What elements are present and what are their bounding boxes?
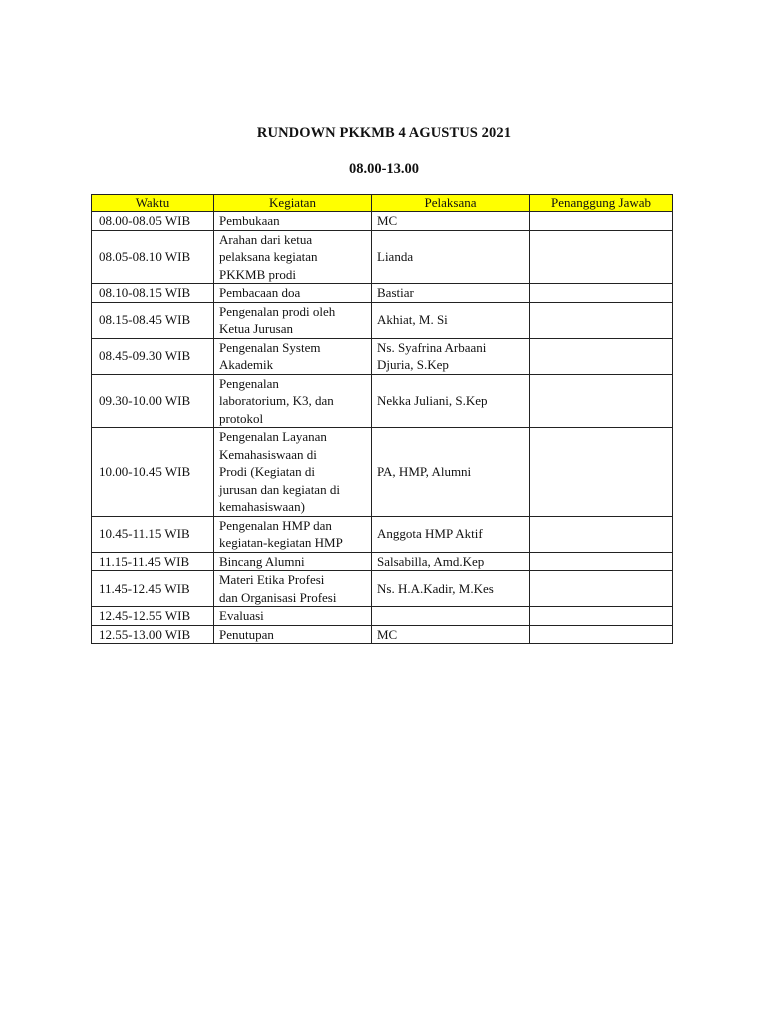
pelaksana-line: Nekka Juliani, S.Kep (377, 393, 488, 408)
cell-penanggung-jawab (530, 338, 673, 374)
kegiatan-line: Pembukaan (219, 213, 280, 228)
header-pelaksana: Pelaksana (372, 195, 530, 212)
cell-waktu: 10.45-11.15 WIB (92, 516, 214, 552)
cell-penanggung-jawab (530, 625, 673, 644)
pelaksana-line: Lianda (377, 249, 414, 264)
cell-waktu: 12.45-12.55 WIB (92, 607, 214, 626)
kegiatan-line: PKKMB prodi (219, 266, 296, 282)
cell-waktu: 08.05-08.10 WIB (92, 230, 214, 284)
kegiatan-line: kemahasiswaan) (219, 499, 305, 514)
cell-kegiatan (214, 230, 372, 284)
cell-pelaksana (372, 284, 530, 303)
pelaksana-line: Anggota HMP Aktif (377, 526, 483, 542)
kegiatan-line: kegiatan-kegiatan HMP (219, 535, 343, 550)
table-row (92, 338, 673, 374)
cell-waktu: 12.55-13.00 WIB (92, 625, 214, 644)
cell-penanggung-jawab (530, 284, 673, 303)
cell-penanggung-jawab (530, 552, 673, 571)
cell-waktu: 08.15-08.45 WIB (92, 302, 214, 338)
table-row (92, 428, 673, 517)
kegiatan-line: Evaluasi (219, 608, 264, 623)
cell-kegiatan (214, 571, 372, 607)
cell-penanggung-jawab (530, 230, 673, 284)
cell-pelaksana (372, 516, 530, 552)
kegiatan-line: Akademik (219, 357, 274, 372)
cell-waktu: 10.00-10.45 WIB (92, 428, 214, 517)
cell-penanggung-jawab (530, 374, 673, 428)
kegiatan-line: Pengenalan (219, 375, 279, 391)
kegiatan-line: Arahan dari ketua (219, 231, 313, 247)
cell-pelaksana (372, 552, 530, 571)
cell-pelaksana (372, 607, 530, 626)
cell-kegiatan (214, 302, 372, 338)
kegiatan-line: Penutupan (219, 626, 274, 642)
cell-pelaksana (372, 571, 530, 607)
pelaksana-line: Ns. H.A.Kadir, M.Kes (377, 580, 494, 596)
kegiatan-line: Ketua Jurusan (219, 321, 294, 336)
pelaksana-line: Salsabilla, Amd.Kep (377, 553, 485, 569)
cell-kegiatan (214, 338, 372, 374)
kegiatan-line: Materi Etika Profesi (219, 572, 325, 587)
cell-pelaksana (372, 338, 530, 374)
table-row (92, 607, 673, 626)
table-row (92, 212, 673, 231)
cell-pelaksana (372, 212, 530, 231)
pelaksana-line: Ns. Syafrina Arbaani (377, 339, 487, 355)
cell-pelaksana (372, 230, 530, 284)
header-waktu: Waktu (92, 195, 214, 212)
cell-penanggung-jawab (530, 212, 673, 231)
cell-penanggung-jawab (530, 571, 673, 607)
pelaksana-line: Bastiar (377, 285, 414, 300)
cell-kegiatan (214, 607, 372, 626)
kegiatan-line: Pengenalan System (219, 339, 321, 355)
cell-penanggung-jawab (530, 607, 673, 626)
cell-pelaksana (372, 374, 530, 428)
table-row (92, 625, 673, 644)
cell-penanggung-jawab (530, 302, 673, 338)
table-row (92, 374, 673, 428)
cell-waktu: 11.45-12.45 WIB (92, 571, 214, 607)
pelaksana-line: Akhiat, M. Si (377, 312, 448, 328)
cell-penanggung-jawab (530, 516, 673, 552)
rundown-table (91, 194, 673, 644)
cell-kegiatan (214, 516, 372, 552)
cell-pelaksana (372, 625, 530, 644)
header-penanggung-jawab: Penanggung Jawab (530, 195, 673, 212)
table-row (92, 284, 673, 303)
kegiatan-line: dan Organisasi Profesi (219, 589, 337, 605)
cell-pelaksana (372, 302, 530, 338)
table-row (92, 230, 673, 284)
cell-kegiatan (214, 374, 372, 428)
table-row (92, 552, 673, 571)
pelaksana-line: MC (377, 213, 398, 228)
cell-kegiatan (214, 625, 372, 644)
kegiatan-line: Prodi (Kegiatan di (219, 464, 316, 479)
header-kegiatan: Kegiatan (214, 195, 372, 212)
kegiatan-line: laboratorium, K3, dan (219, 393, 334, 408)
table-row (92, 571, 673, 607)
cell-kegiatan (214, 552, 372, 571)
table-body (92, 212, 673, 644)
cell-waktu: 08.00-08.05 WIB (92, 212, 214, 231)
table-row (92, 302, 673, 338)
table-row (92, 516, 673, 552)
cell-kegiatan (214, 212, 372, 231)
kegiatan-line: Pengenalan HMP dan (219, 517, 332, 533)
cell-waktu: 09.30-10.00 WIB (92, 374, 214, 428)
kegiatan-line: protokol (219, 410, 264, 426)
cell-pelaksana (372, 428, 530, 517)
kegiatan-line: Pembacaan doa (219, 285, 301, 300)
kegiatan-line: Pengenalan Layanan (219, 429, 327, 444)
pelaksana-line: PA, HMP, Alumni (377, 464, 472, 479)
cell-waktu: 11.15-11.45 WIB (92, 552, 214, 571)
kegiatan-line: jurusan dan kegiatan di (219, 481, 340, 497)
cell-waktu: 08.10-08.15 WIB (92, 284, 214, 303)
kegiatan-line: Pengenalan prodi oleh (219, 303, 336, 319)
kegiatan-line: Kemahasiswaan di (219, 446, 317, 462)
document-subtitle: 08.00-13.00 (348, 161, 420, 177)
document-title: RUNDOWN PKKMB 4 AGUSTUS 2021 (256, 125, 512, 141)
kegiatan-line: Bincang Alumni (219, 553, 305, 569)
table-header-row (92, 195, 673, 212)
kegiatan-line: pelaksana kegiatan (219, 249, 318, 264)
cell-kegiatan (214, 428, 372, 517)
cell-penanggung-jawab (530, 428, 673, 517)
pelaksana-line: MC (377, 626, 398, 642)
pelaksana-line: Djuria, S.Kep (377, 357, 449, 372)
cell-kegiatan (214, 284, 372, 303)
cell-waktu: 08.45-09.30 WIB (92, 338, 214, 374)
